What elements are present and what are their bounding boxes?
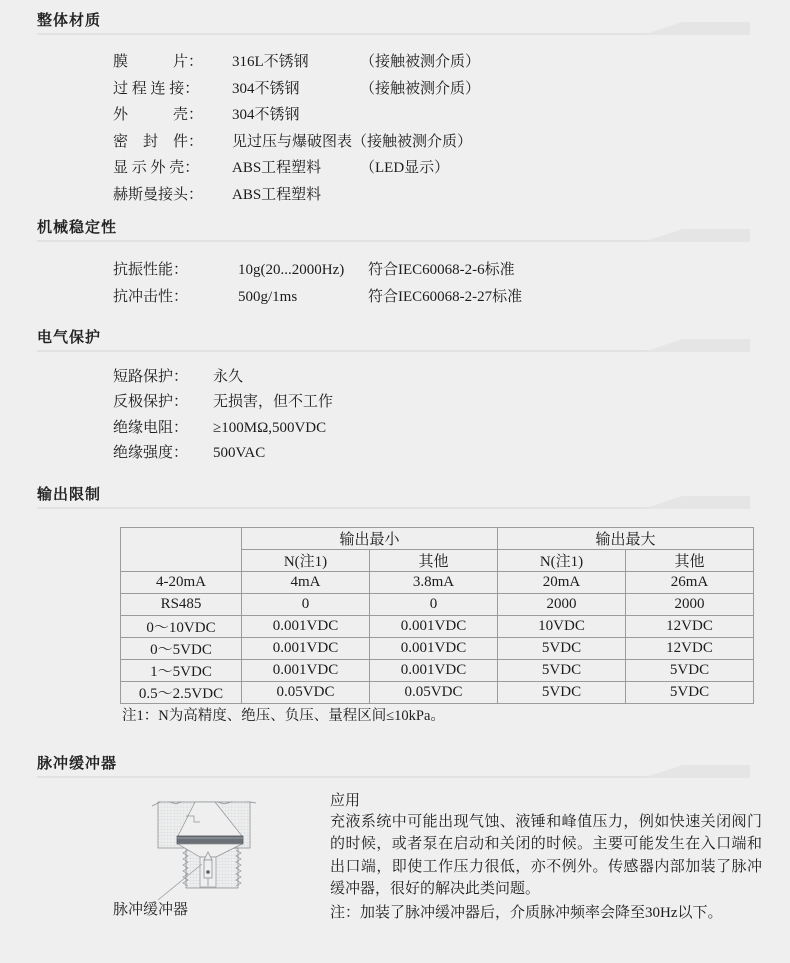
value-cell: 12VDC <box>626 638 754 660</box>
spec-label: 抗振性能： <box>113 262 189 278</box>
value-cell: 5VDC <box>498 660 626 682</box>
spec-row <box>0 416 790 441</box>
value-cell: 10VDC <box>498 616 626 638</box>
section-title: 脉冲缓冲器 <box>37 755 118 772</box>
row-label-cell: 4-20mA <box>121 572 242 594</box>
section-rule <box>37 33 750 35</box>
section-title: 整体材质 <box>37 12 102 29</box>
spec-row <box>0 156 790 183</box>
section-rule <box>37 776 750 778</box>
value-cell: 5VDC <box>498 638 626 660</box>
spec-label: 反极保护： <box>113 394 189 411</box>
spec-value: 无损害，但不工作 <box>213 394 334 411</box>
spec-row <box>0 390 790 415</box>
value-cell: 0 <box>370 594 498 616</box>
spec-value: 500VAC <box>213 445 266 462</box>
spec-row <box>0 50 790 77</box>
section-rule <box>37 350 750 352</box>
value-cell: 5VDC <box>626 682 754 704</box>
row-label-cell: 0～10VDC <box>121 616 242 638</box>
spec-row <box>0 258 790 285</box>
section-title: 电气保护 <box>37 329 102 346</box>
application-heading: 应用 <box>330 793 361 809</box>
spec-standard: 符合IEC60068-2-27标准 <box>368 288 523 305</box>
row-label-cell: 0～5VDC <box>121 638 242 660</box>
value-cell: 26mA <box>626 572 754 594</box>
table-row <box>121 638 754 660</box>
sub-header: 其他 <box>626 550 754 572</box>
spec-value: 500g/1ms <box>238 288 298 305</box>
row-label-cell: 1～5VDC <box>121 660 242 682</box>
mechanical-spec-list <box>0 258 790 311</box>
value-cell: 0.001VDC <box>242 660 370 682</box>
table-row <box>121 616 754 638</box>
table-row <box>121 594 754 616</box>
spec-label: 短路保护： <box>113 369 189 385</box>
output-limits-table <box>120 527 754 704</box>
spec-value: 304不锈钢 <box>232 80 300 97</box>
table-row <box>121 572 754 594</box>
spec-value: 316L不锈钢 <box>232 54 309 70</box>
pulse-buffer-note: 注：加装了脉冲缓冲器后，介质脉冲频率会降至30Hz以下。 <box>330 905 723 921</box>
value-cell: 20mA <box>498 572 626 594</box>
value-cell: 0.05VDC <box>242 682 370 704</box>
value-cell: 2000 <box>626 594 754 616</box>
electrical-spec-list <box>0 365 790 467</box>
table-row <box>121 682 754 704</box>
value-cell: 5VDC <box>626 660 754 682</box>
spec-value: ABS工程塑料 <box>232 160 322 176</box>
application-paragraph: 充液系统中可能出现气蚀、液锤和峰值压力，例如快速关闭阀门的时候，或者泵在启动和关闭的时候。主要可能发生在入口端和出口端，即使工作压力很低，亦不例外。传感器内部加装了脉冲缓冲器，很好的解决此类问题。 <box>330 814 762 898</box>
row-label-cell: RS485 <box>121 594 242 616</box>
table-footnote: 注1：N为高精度、绝压、负压、量程区间≤10kPa。 <box>122 708 445 724</box>
spec-label: 外 壳： <box>113 107 204 123</box>
spec-value: ≥100MΩ,500VDC <box>213 419 327 436</box>
spec-label: 密 封 件： <box>113 133 204 150</box>
value-cell: 0.05VDC <box>370 682 498 704</box>
diagram-caption: 脉冲缓冲器 <box>113 902 189 918</box>
section-title: 输出限制 <box>37 486 102 503</box>
spec-label: 赫斯曼接头： <box>113 186 204 203</box>
value-cell: 0 <box>242 594 370 616</box>
spec-label: 显 示 外 壳： <box>113 160 200 176</box>
spec-row <box>0 183 790 210</box>
value-cell: 0.001VDC <box>370 660 498 682</box>
pulse-buffer-cross-section-icon <box>142 794 268 908</box>
value-cell: 0.001VDC <box>370 638 498 660</box>
section-title: 机械稳定性 <box>37 219 118 236</box>
section-rule <box>37 507 750 509</box>
spec-row <box>0 441 790 466</box>
value-cell: 0.001VDC <box>242 638 370 660</box>
table-row <box>121 660 754 682</box>
materials-spec-list <box>0 50 790 209</box>
spec-value: 见过压与爆破图表（接触被测介质） <box>232 133 473 150</box>
spec-note: （接触被测介质） <box>360 80 481 97</box>
section-header-output <box>37 486 750 509</box>
spec-note: （LED显示） <box>360 160 450 176</box>
row-label-cell: 0.5～2.5VDC <box>121 682 242 704</box>
spec-label: 抗冲击性： <box>113 288 189 305</box>
value-cell: 3.8mA <box>370 572 498 594</box>
section-header-pulse-buffer <box>37 755 750 778</box>
section-header-materials <box>37 12 750 35</box>
spec-row <box>0 365 790 390</box>
section-header-electrical <box>37 329 750 352</box>
value-cell: 5VDC <box>498 682 626 704</box>
value-cell: 12VDC <box>626 616 754 638</box>
spec-value: 304不锈钢 <box>232 107 300 123</box>
spec-value: 永久 <box>213 369 244 385</box>
sub-header: N(注1) <box>242 550 370 572</box>
spec-label: 绝缘强度： <box>113 445 189 462</box>
spec-label: 膜 片： <box>113 54 204 70</box>
spec-row <box>0 285 790 312</box>
group-header-min: 输出最小 <box>242 528 498 550</box>
value-cell: 0.001VDC <box>242 616 370 638</box>
spec-note: （接触被测介质） <box>360 54 481 70</box>
sub-header: N(注1) <box>498 550 626 572</box>
spec-row <box>0 77 790 104</box>
value-cell: 2000 <box>498 594 626 616</box>
spec-label: 绝缘电阻： <box>113 419 189 436</box>
spec-value: 10g(20...2000Hz) <box>238 262 345 278</box>
value-cell: 0.001VDC <box>370 616 498 638</box>
section-rule <box>37 240 750 242</box>
spec-row <box>0 130 790 157</box>
empty-corner-cell <box>121 528 242 572</box>
table-group-header-row <box>121 528 754 550</box>
spec-label: 过 程 连 接： <box>113 80 200 97</box>
section-header-mechanical <box>37 219 750 242</box>
spec-standard: 符合IEC60068-2-6标准 <box>368 262 515 278</box>
spec-row <box>0 103 790 130</box>
spec-value: ABS工程塑料 <box>232 186 322 203</box>
value-cell: 4mA <box>242 572 370 594</box>
sub-header: 其他 <box>370 550 498 572</box>
group-header-max: 输出最大 <box>498 528 754 550</box>
